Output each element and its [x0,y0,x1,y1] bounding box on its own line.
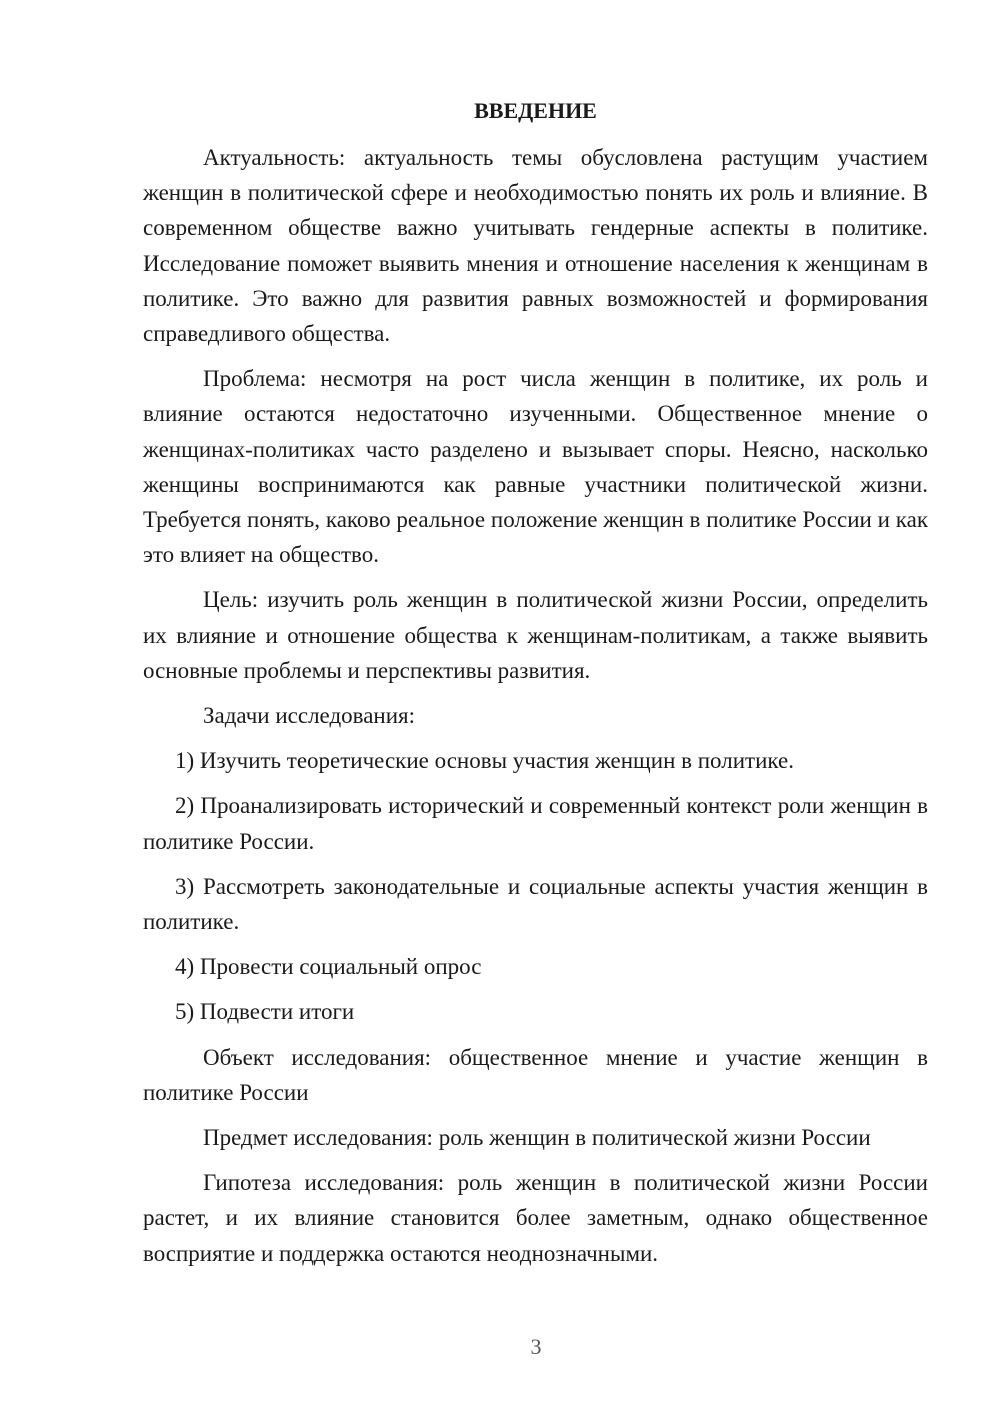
paragraph-hypothesis: Гипотеза исследования: роль женщин в политической жизни России растет, и их влияние становится более заметным, однако общественное восприятие и поддержка остаются неоднозначными. [143,1170,928,1266]
page-number: 3 [530,1334,542,1359]
paragraph-subject: Предмет исследования: роль женщин в политической жизни России [203,1125,871,1151]
page-content [143,93,928,1271]
task-item-2: 2) Проанализировать исторический и современный контекст роли женщин в политике России. [143,793,928,854]
section-title: ВВЕДЕНИЕ [474,98,597,123]
paragraph-problem: Проблема: несмотря на рост числа женщин в политике, их роль и влияние остаются недостаточно изученными. Общественное мнение о женщинах-политиках часто разделено и вызывает споры. Неясно, насколько женщины воспринимаются как равные участники политической жизни. Требуется понять, каково реальное положение женщин в политике России и как это влияет на общество. [143,366,928,568]
paragraph-goal: Цель: изучить роль женщин в политической жизни России, определить их влияние и отношение общества к женщинам-политикам, а также выявить основные проблемы и перспективы развития. [143,587,928,683]
task-item-3: 3) Рассмотреть законодательные и социальные аспекты участия женщин в политике. [143,873,928,935]
paragraph-object: Объект исследования: общественное мнение и участие женщин в политике России [143,1044,928,1105]
task-item-4: 4) Провести социальный опрос [175,954,482,980]
paragraph-relevance: Актуальность: актуальность темы обусловлена растущим участием женщин в политической сфере и необходимостью понять их роль и влияние. В современном обществе важно учитывать гендерные аспекты в политике. Исследование поможет выявить мнения и отношение населения к женщинам в политике. Это важно для развития равных возможностей и формирования справедливого общества. [143,145,928,347]
task-item-5: 5) Подвести итоги [175,999,355,1025]
paragraph-tasks-heading: Задачи исследования: [203,703,416,729]
task-item-1: 1) Изучить теоретические основы участия женщин в политике. [175,748,794,774]
